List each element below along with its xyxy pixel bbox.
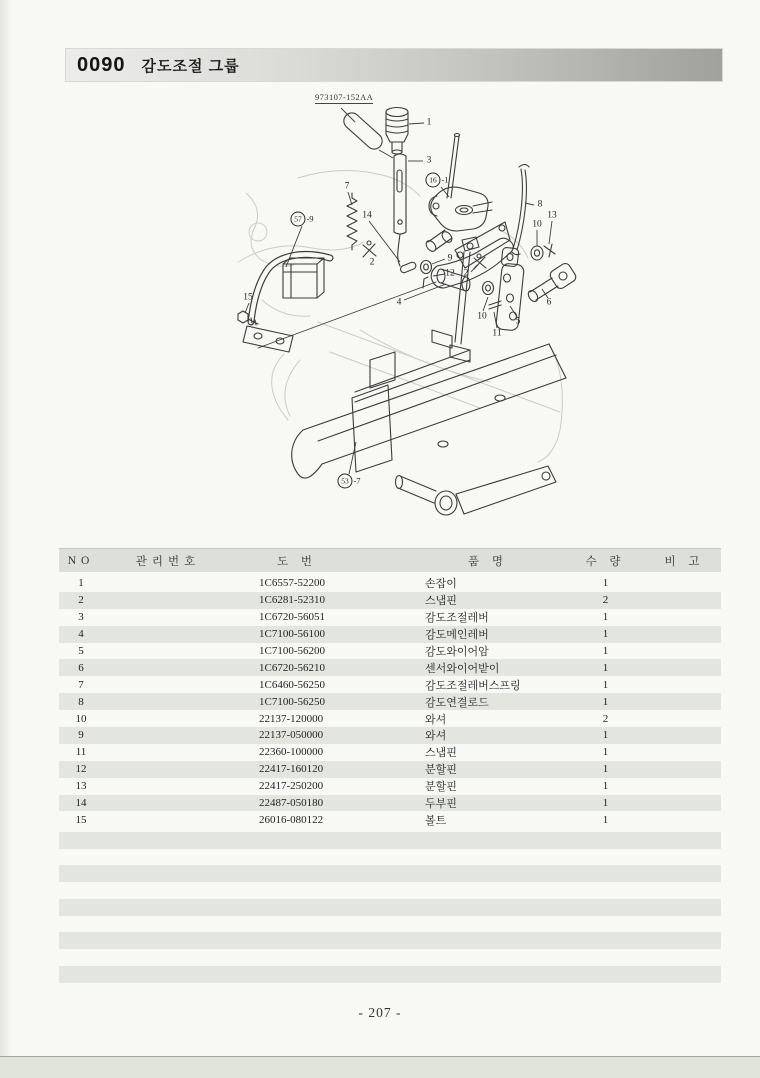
empty-row-stripe <box>59 932 721 949</box>
header-note: 비 고 <box>664 555 705 568</box>
cell-qty: 1 <box>602 645 609 657</box>
callout-7: 7 <box>344 181 350 192</box>
cell-qty: 1 <box>602 746 609 759</box>
cell-no: 2 <box>78 594 84 607</box>
cell-qty: 1 <box>602 813 609 826</box>
cell-no: 13 <box>75 780 87 793</box>
cell-part-no: 1C6720-56210 <box>259 661 325 674</box>
cell-part-name: 분할핀 <box>425 781 457 794</box>
cell-no: 14 <box>75 797 87 810</box>
callout-10: 10 <box>532 219 542 230</box>
cell-part-no: 1C7100-56200 <box>259 645 325 657</box>
cell-part-name: 볼트 <box>425 814 447 827</box>
cell-part-name: 감도연결로드 <box>425 696 489 709</box>
parts-table-body <box>59 575 721 828</box>
callout-5: 5 <box>515 316 521 327</box>
header-drawing-no: 도 번 <box>276 555 318 568</box>
cell-qty: 1 <box>602 695 609 708</box>
cell-part-name: 스냅핀 <box>425 747 457 760</box>
table-row <box>59 727 721 744</box>
callout-13: 13 <box>547 210 557 221</box>
empty-row-stripe <box>59 832 721 849</box>
cell-no: 5 <box>78 645 84 657</box>
section-title: 감도조절 그룹 <box>141 57 240 75</box>
callout-15: 15 <box>243 292 253 303</box>
callout-16-1: 16 -1 <box>425 173 448 188</box>
table-row <box>59 659 721 676</box>
cell-part-no: 1C6281-52310 <box>259 594 325 607</box>
empty-row-stripe <box>59 966 721 983</box>
scan-bottom-edge <box>0 1056 760 1078</box>
cell-qty: 1 <box>602 678 609 691</box>
cell-qty: 1 <box>602 729 609 742</box>
table-row <box>59 761 721 778</box>
parts-table <box>59 548 721 828</box>
table-row <box>59 609 721 626</box>
section-code: 0090 <box>77 53 126 76</box>
table-row <box>59 710 721 727</box>
cell-no: 4 <box>78 628 84 641</box>
cell-part-no: 1C6557-52200 <box>259 577 325 590</box>
cell-no: 8 <box>78 695 84 708</box>
cell-qty: 1 <box>602 628 609 641</box>
header-qty: 수 량 <box>585 555 626 568</box>
cell-qty: 1 <box>602 763 609 776</box>
empty-row-stripe <box>59 899 721 916</box>
callout-57-9: 57 -9 <box>290 212 313 227</box>
cell-no: 11 <box>75 746 87 759</box>
cell-part-no: 1C6720-56051 <box>259 611 325 624</box>
header-part-name: 품 명 <box>467 555 509 568</box>
cell-qty: 1 <box>602 661 609 674</box>
cell-part-name: 손잡이 <box>425 578 457 591</box>
drawing-reference-label: 973107-152AA <box>315 92 374 102</box>
cell-part-name: 감도조절레버 <box>425 612 489 625</box>
table-row <box>59 676 721 693</box>
cell-qty: 2 <box>602 594 609 607</box>
cell-part-name: 와셔 <box>425 730 447 743</box>
parts-table-header <box>59 548 721 572</box>
callout-2: 2 <box>463 268 469 279</box>
callout-1: 1 <box>426 117 432 128</box>
callout-11: 11 <box>492 328 502 339</box>
callout-2: 2 <box>369 257 375 268</box>
cell-qty: 1 <box>602 797 609 810</box>
cell-part-no: 1C7100-56250 <box>259 695 325 708</box>
callout-4: 4 <box>396 297 402 308</box>
header-no: NO <box>67 554 95 567</box>
table-row <box>59 778 721 795</box>
cell-part-no: 22360-100000 <box>259 746 324 759</box>
callout-12: 12 <box>445 268 455 279</box>
cell-no: 3 <box>78 611 84 624</box>
cell-part-no: 22137-120000 <box>259 712 324 725</box>
callout-10: 10 <box>477 311 487 322</box>
cell-part-name: 센서와이어받이 <box>425 662 500 675</box>
callout-14: 14 <box>362 210 372 221</box>
cell-no: 12 <box>75 763 87 776</box>
header-mgmt-no: 관리번호 <box>135 555 201 568</box>
empty-row-stripe <box>59 865 721 882</box>
cell-part-name: 두부핀 <box>425 798 457 811</box>
cell-part-no: 1C7100-56100 <box>259 628 325 641</box>
callout-3: 3 <box>426 155 432 166</box>
cell-no: 1 <box>78 577 84 590</box>
table-row <box>59 626 721 643</box>
cell-part-name: 스냅핀 <box>425 595 457 608</box>
cell-no: 15 <box>75 813 87 826</box>
table-row <box>59 643 721 660</box>
callout-8: 8 <box>537 199 543 210</box>
callout-6: 6 <box>546 297 552 308</box>
cell-no: 6 <box>78 661 84 674</box>
cell-part-no: 1C6460-56250 <box>259 678 325 691</box>
cell-no: 10 <box>75 712 87 725</box>
table-row <box>59 693 721 710</box>
table-row <box>59 575 721 592</box>
table-row <box>59 795 721 812</box>
callout-53-7: 53 -7 <box>337 474 360 489</box>
cell-qty: 1 <box>602 780 609 793</box>
cell-part-no: 22417-160120 <box>259 763 324 776</box>
cell-part-no: 22487-050180 <box>259 797 324 810</box>
cell-no: 7 <box>78 678 84 691</box>
page-number: - 207 - <box>358 1005 402 1020</box>
cell-part-no: 22137-050000 <box>259 729 324 742</box>
cell-part-no: 26016-080122 <box>259 813 324 826</box>
cell-part-name: 와셔 <box>425 713 447 726</box>
table-row <box>59 592 721 609</box>
cell-part-no: 22417-250200 <box>259 780 324 793</box>
cell-part-name: 감도메인레버 <box>425 629 489 642</box>
cell-part-name: 감도조절레버스프링 <box>425 679 521 692</box>
callout-9: 9 <box>447 253 453 264</box>
cell-part-name: 감도와이어암 <box>425 646 489 658</box>
cell-qty: 1 <box>602 577 609 590</box>
cell-qty: 2 <box>602 712 609 725</box>
cell-no: 9 <box>78 729 84 742</box>
table-row <box>59 811 721 828</box>
cell-qty: 1 <box>602 611 609 624</box>
cell-part-name: 분할핀 <box>425 764 457 777</box>
table-row <box>59 744 721 761</box>
